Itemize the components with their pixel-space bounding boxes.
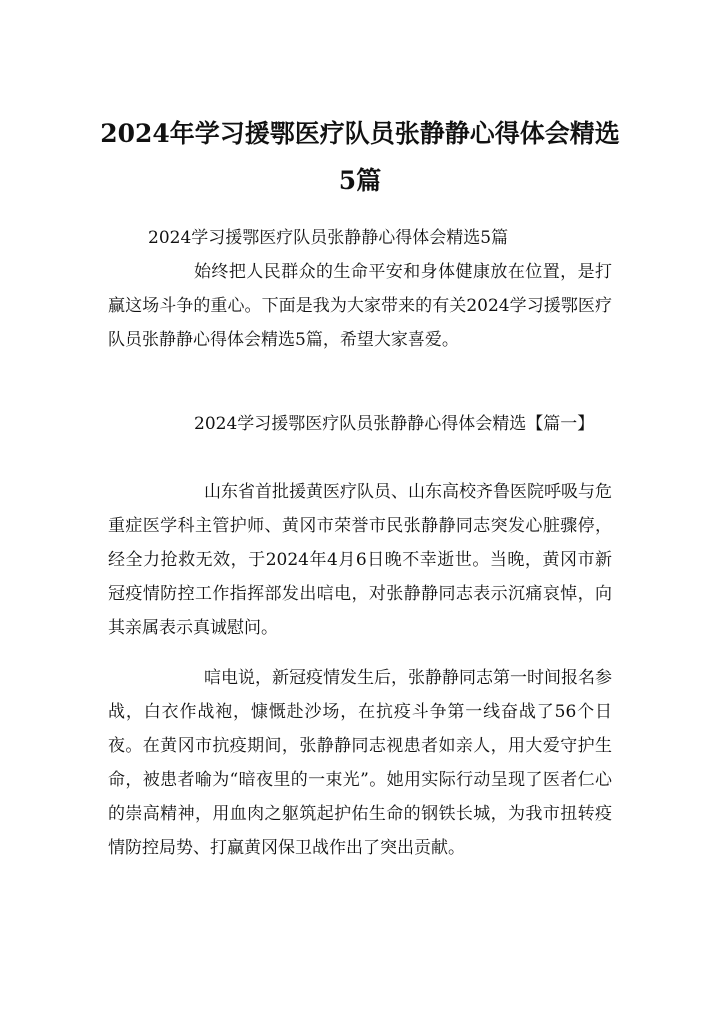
intro-paragraph: 始终把人民群众的生命平安和身体健康放在位置，是打赢这场斗争的重心。下面是我为大家带来的有关2024学习援鄂医疗队员张静静心得体会精选5篇，希望大家喜爱。: [108, 262, 612, 350]
document-title: 2024年学习援鄂医疗队员张静静心得体会精选5篇: [100, 119, 620, 195]
body-paragraph-2: 唁电说，新冠疫情发生后，张静静同志第一时间报名参战，白衣作战袍，慷慨赴沙场，在抗疫斗争第一线奋战了56个日夜。在黄冈市抗疫期间，张静静同志视患者如亲人，用大爱守护生命，被患者喻为“暗夜里的一束光”。她用实际行动呈现了医者仁心的崇高精神，用血肉之躯筑起护佑生命的钢铁长城，为我市扭转疫情防控局势、打赢黄冈保卫战作出了突出贡献。: [108, 668, 612, 858]
body-paragraph-1: 山东省首批援黄医疗队员、山东高校齐鲁医院呼吸与危重症医学科主管护师、黄冈市荣誉市民张静静同志突发心脏骤停，经全力抢救无效，于2024年4月6日晚不幸逝世。当晚，黄冈市新冠疫情防控工作指挥部发出唁电，对张静静同志表示沉痛哀悼，向其亲属表示真诚慰问。: [108, 482, 612, 638]
document-subtitle: 2024学习援鄂医疗队员张静静心得体会精选5篇: [148, 228, 509, 248]
section-heading: 2024学习援鄂医疗队员张静静心得体会精选【篇一】: [194, 414, 595, 434]
